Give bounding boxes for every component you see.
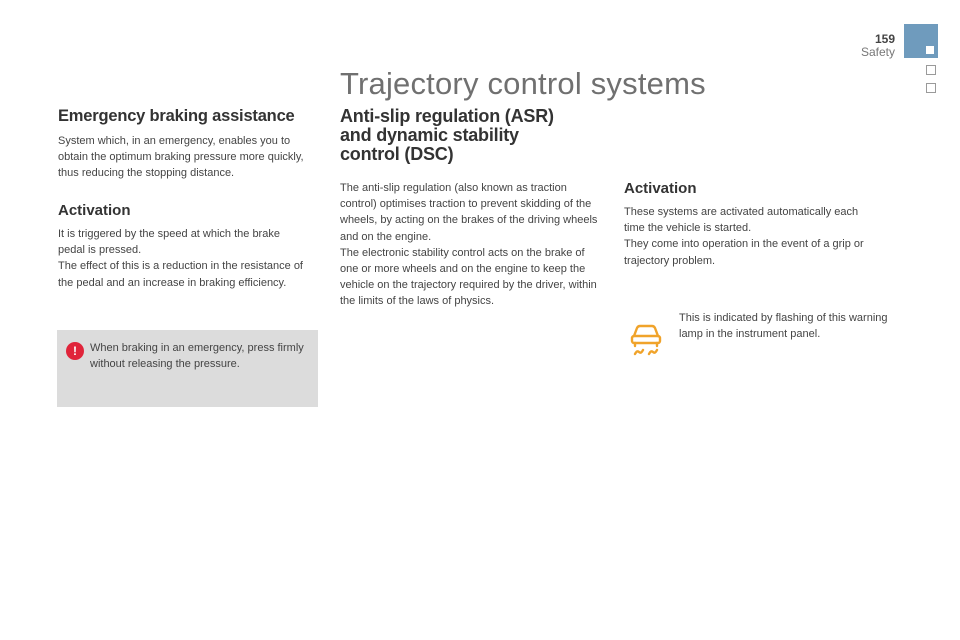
asr-paragraph: The anti-slip regulation (also known as traction control) optimises traction to prevent skidding of the wheels, by acting on the brakes of the driving wheels and on the engine. (340, 182, 598, 243)
emergency-braking-intro: System which, in an emergency, enables you to obtain the optimum braking pressure more quickly, thus reducing the stopping distance. (58, 135, 304, 180)
dsc-paragraph: The electronic stability control acts on the brake of one or more wheels and on the engine to keep the vehicle on the trajectory required by the driver, within the limits of the laws of physics. (340, 246, 597, 308)
left-activation-paragraph: The effect of this is a reduction in the resistance of the pedal and an increase in braking efficiency. (58, 260, 303, 289)
left-activation-heading: Activation (58, 202, 131, 219)
section-label: Safety (860, 45, 895, 59)
exclamation-warning-icon: ! (66, 342, 84, 360)
right-activation-heading: Activation (624, 180, 697, 197)
warning-note-text: When braking in an emergency, press firmly without releasing the pressure. (90, 342, 304, 371)
right-activation-paragraph: They come into operation in the event of a grip or trajectory problem. (624, 238, 864, 267)
warning-lamp-text: This is indicated by flashing of this warning lamp in the instrument panel. (679, 312, 888, 341)
skidding-car-warning-lamp-icon (626, 316, 666, 356)
left-activation-text (58, 226, 308, 291)
warning-note-box (57, 330, 318, 407)
left-activation-paragraph: It is triggered by the speed at which the brake pedal is pressed. (58, 228, 280, 257)
right-activation-text (624, 204, 874, 269)
heading-line: control (DSC) (340, 144, 454, 164)
asr-dsc-description (340, 180, 604, 310)
page-number: 159 (874, 32, 895, 46)
emergency-braking-heading: Emergency braking assistance (58, 107, 295, 125)
section-tab (904, 24, 938, 58)
heading-line: Anti-slip regulation (ASR) (340, 106, 554, 126)
heading-line: and dynamic stability (340, 125, 519, 145)
page-title: Trajectory control systems (340, 66, 706, 101)
asr-dsc-heading (340, 107, 610, 164)
right-activation-paragraph: These systems are activated automatically each time the vehicle is started. (624, 206, 859, 235)
side-box (926, 83, 936, 93)
side-box (926, 65, 936, 75)
